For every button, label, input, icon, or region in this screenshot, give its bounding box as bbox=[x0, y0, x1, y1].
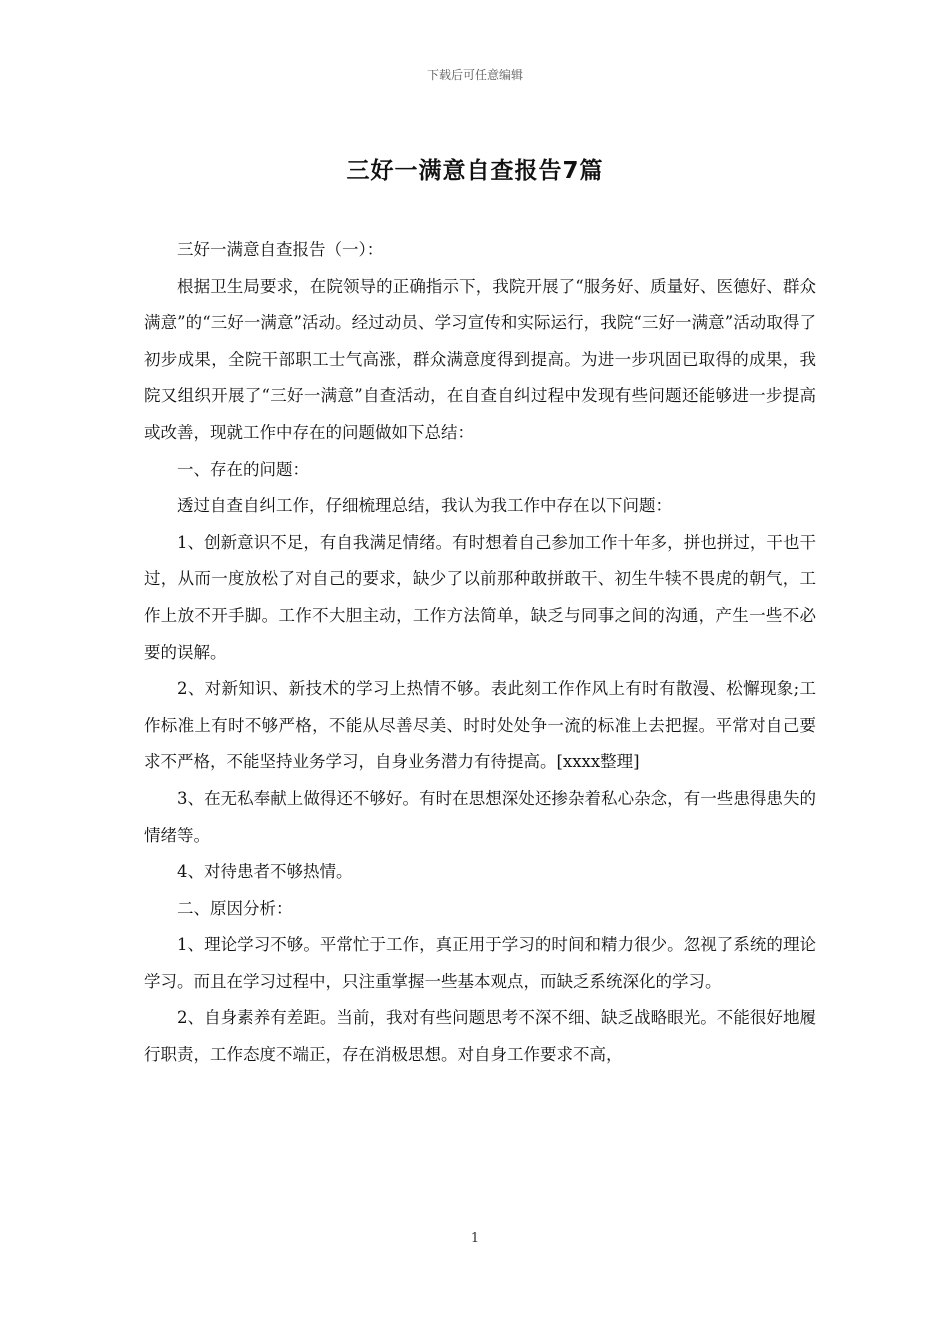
page-number: 1 bbox=[470, 1231, 480, 1246]
document-body bbox=[144, 232, 816, 1074]
list-item: 3、在无私奉献上做得还不够好。有时在思想深处还掺杂着私心杂念，有一些患得患失的情绪等。 bbox=[144, 788, 816, 845]
list-item: 2、自身素养有差距。当前，我对有些问题思考不深不细、缺乏战略眼光。不能很好地履行职责，工作态度不端正，存在消极思想。对自身工作要求不高， bbox=[144, 1008, 816, 1065]
list-item: 1、理论学习不够。平常忙于工作，真正用于学习的时间和精力很少。忽视了系统的理论学习。而且在学习过程中，只注重掌握一些基本观点，而缺乏系统深化的学习。 bbox=[144, 935, 816, 991]
section-heading: 三好一满意自查报告（一）： bbox=[177, 240, 384, 259]
paragraph: 透过自查自纠工作，仔细梳理总结，我认为我工作中存在以下问题： bbox=[177, 496, 672, 516]
document-title: 三好一满意自查报告7篇 bbox=[346, 158, 604, 184]
page-header: 下载后可任意编辑 bbox=[426, 68, 523, 82]
section-heading: 一、存在的问题： bbox=[177, 459, 309, 479]
list-item: 2、对新知识、新技术的学习上热情不够。表此刻工作作风上有时有散漫、松懈现象;工作标准上有时不够严格，不能从尽善尽美、时时处处争一流的标准上去把握。平常对自己要求不严格，不能坚持业务学习，自身业务潜力有待提高。[xxxx整理] bbox=[144, 679, 816, 772]
section-heading: 二、原因分析： bbox=[177, 898, 293, 918]
list-item: 4、对待患者不够热情。 bbox=[177, 862, 353, 882]
list-item: 1、创新意识不足，有自我满足情绪。有时想着自己参加工作十年多，拼也拼过，干也干过，从而一度放松了对自己的要求，缺少了以前那种敢拼敢干、初生牛犊不畏虎的朝气，工作上放不开手脚。工作不大胆主动，工作方法简单，缺乏与同事之间的沟通，产生一些不必要的误解。 bbox=[144, 532, 816, 662]
paragraph: 根据卫生局要求，在院领导的正确指示下，我院开展了“服务好、质量好、医德好、群众满意”的“三好一满意”活动。经过动员、学习宣传和实际运行，我院“三好一满意”活动取得了初步成果，全院干部职工士气高涨，群众满意度得到提高。为进一步巩固已取得的成果，我院又组织开展了“三好一满意”自查活动，在自查自纠过程中发现有些问题还能够进一步提高或改善，现就工作中存在的问题做如下总结： bbox=[144, 276, 816, 442]
